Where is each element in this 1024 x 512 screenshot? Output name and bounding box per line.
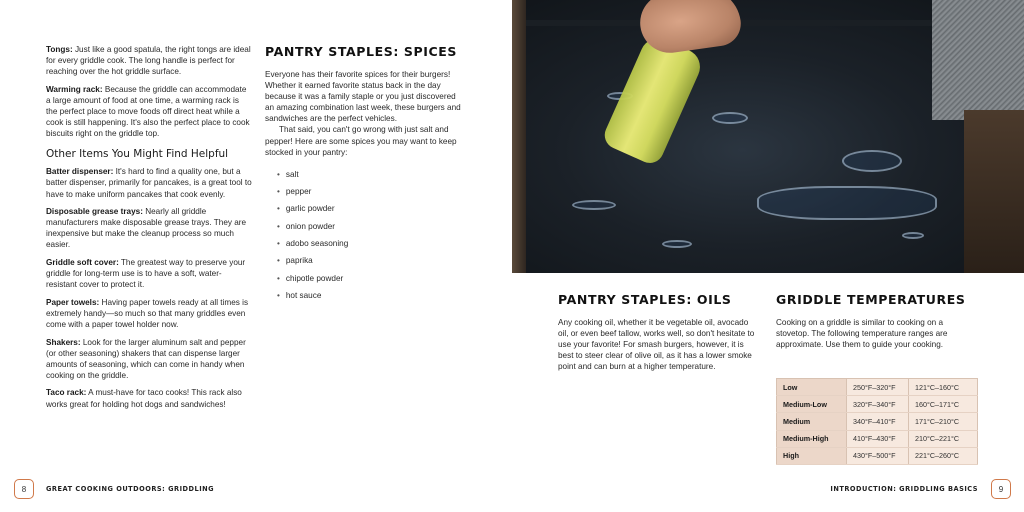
tool-term: Paper towels: xyxy=(46,297,100,307)
tool-entry xyxy=(46,387,252,409)
temperature-cell-f: 250°F–320°F xyxy=(847,379,909,396)
spice-item: • paprika xyxy=(277,252,465,269)
tool-term: Shakers: xyxy=(46,337,81,347)
temperature-cell-f: 430°F–500°F xyxy=(847,447,909,464)
temperature-cell-c: 210°C–221°C xyxy=(909,430,978,447)
spice-item: • hot sauce xyxy=(277,287,465,304)
tool-entries-top xyxy=(46,44,252,139)
temperatures-text: Cooking on a griddle is similar to cooking on a stovetop. The following temperature ranges are approximate. Use them to guide your cooking. xyxy=(776,318,948,350)
spices-intro-2: That said, you can't go wrong with just salt and pepper! Here are some spices you may want to keep stocked in your pantry: xyxy=(265,125,457,157)
tool-entry xyxy=(46,84,252,139)
tool-entry xyxy=(46,44,252,77)
temperature-cell-level: Medium-High xyxy=(777,430,847,447)
tool-description: Nearly all griddle manufacturers make disposable grease trays. They are inexpensive but make the cleanup process so much easier. xyxy=(46,207,247,250)
tool-entry xyxy=(46,297,252,330)
oil-puddle xyxy=(757,186,937,220)
oil-puddle xyxy=(902,232,924,239)
spices-intro: Everyone has their favorite spices for their burgers! Whether it earned favorite status back in the day because it was a family staple or you just discovered an amazing combination last week, these burgers and sandwiches are the perfect vehicles. xyxy=(265,70,461,124)
temperature-row xyxy=(777,413,978,430)
griddle-oil-photo xyxy=(512,0,1024,273)
running-head-left: GREAT COOKING OUTDOORS: GRIDDLING xyxy=(46,485,215,493)
oils-section xyxy=(558,292,760,372)
page-number-left: 8 xyxy=(14,479,34,499)
oil-puddle xyxy=(572,200,616,210)
tool-description: The greatest way to preserve your griddle for long-term use is to have a soft, water-resistant cover to protect it. xyxy=(46,258,246,290)
spice-item: • chipotle powder xyxy=(277,270,465,287)
tools-column xyxy=(46,44,252,416)
photo-edge xyxy=(512,0,526,273)
tool-description: It's hard to find a quality one, but a batter dispenser, primarily for pancakes, is a great tool to have to make uniform pancakes that cook evenly. xyxy=(46,167,252,199)
tool-term: Warming rack: xyxy=(46,84,103,94)
temperature-cell-c: 221°C–260°C xyxy=(909,447,978,464)
spices-title: PANTRY STAPLES: SPICES xyxy=(265,44,458,59)
spice-item: • garlic powder xyxy=(277,200,465,217)
tool-term: Taco rack: xyxy=(46,388,87,398)
temperature-row xyxy=(777,447,978,464)
oil-puddle xyxy=(842,150,902,172)
tool-entries-bottom xyxy=(46,166,252,409)
tool-term: Tongs: xyxy=(46,45,73,54)
temperature-cell-c: 171°C–210°C xyxy=(909,413,978,430)
tool-description: Having paper towels ready at all times is extremely handy—so much so that many griddles even come with a paper towel holder now. xyxy=(46,297,249,329)
steel-grate xyxy=(932,0,1024,120)
temperature-cell-f: 340°F–410°F xyxy=(847,413,909,430)
tool-term: Disposable grease trays: xyxy=(46,207,143,217)
tool-entry xyxy=(46,166,252,199)
spice-list xyxy=(277,166,465,304)
temperature-cell-level: Medium-Low xyxy=(777,396,847,413)
oil-puddle xyxy=(712,112,748,124)
spice-item: • pepper xyxy=(277,183,465,200)
temperature-cell-level: Medium xyxy=(777,413,847,430)
spice-item: • salt xyxy=(277,166,465,183)
temperature-cell-level: Low xyxy=(777,379,847,396)
tool-description: A must-have for taco cooks! This rack also works great for holding hot dogs and sandwiches! xyxy=(46,388,242,409)
oils-text: Any cooking oil, whether it be vegetable oil, avocado oil, or even beef tallow, works well, so don't hesitate to use your favorite! For smash burgers, however, it is best to steer clear of olive oil, as it has a lower smoke point and can burn at a higher temperature. xyxy=(558,318,755,372)
temperature-cell-f: 410°F–430°F xyxy=(847,430,909,447)
temperatures-section xyxy=(776,292,978,350)
temperature-table xyxy=(776,378,978,465)
temperature-cell-c: 160°C–171°C xyxy=(909,396,978,413)
tool-term: Batter dispenser: xyxy=(46,167,114,177)
oils-title: PANTRY STAPLES: OILS xyxy=(558,292,732,307)
background-wood xyxy=(964,110,1024,273)
tool-description: Because the griddle can accommodate a large amount of food at one time, a warming rack is the perfect place to move foods off direct heat while a cook is still happening. It's also the perfect place to cook biscuits right on the griddle top. xyxy=(46,84,250,139)
oil-puddle xyxy=(662,240,692,248)
temperatures-title: GRIDDLE TEMPERATURES xyxy=(776,292,966,307)
tool-term: Griddle soft cover: xyxy=(46,258,119,267)
other-items-subheading: Other Items You Might Find Helpful xyxy=(46,148,229,161)
page-number-right: 9 xyxy=(991,479,1011,499)
temperature-cell-c: 121°C–160°C xyxy=(909,379,978,396)
temperature-row xyxy=(777,396,978,413)
spices-column xyxy=(265,44,465,304)
temperature-cell-f: 320°F–340°F xyxy=(847,396,909,413)
temperature-row xyxy=(777,430,978,447)
spice-item: • onion powder xyxy=(277,218,465,235)
tool-description: Look for the larger aluminum salt and pepper (or other seasoning) shakers that can dispense larger amounts of seasoning, which can come in handy when cooking on the griddle. xyxy=(46,337,246,380)
running-head-right: INTRODUCTION: GRIDDLING BASICS xyxy=(830,485,978,493)
tool-entry xyxy=(46,206,252,250)
temperature-cell-level: High xyxy=(777,447,847,464)
temperature-row xyxy=(777,379,978,396)
spice-item: • adobo seasoning xyxy=(277,235,465,252)
tool-entry xyxy=(46,257,252,290)
tool-entry xyxy=(46,337,252,381)
right-page xyxy=(512,0,1024,512)
tool-description: Just like a good spatula, the right tongs are ideal for every griddle cook. The long handle is perfect for reaching over the hot griddle surface. xyxy=(46,45,251,77)
